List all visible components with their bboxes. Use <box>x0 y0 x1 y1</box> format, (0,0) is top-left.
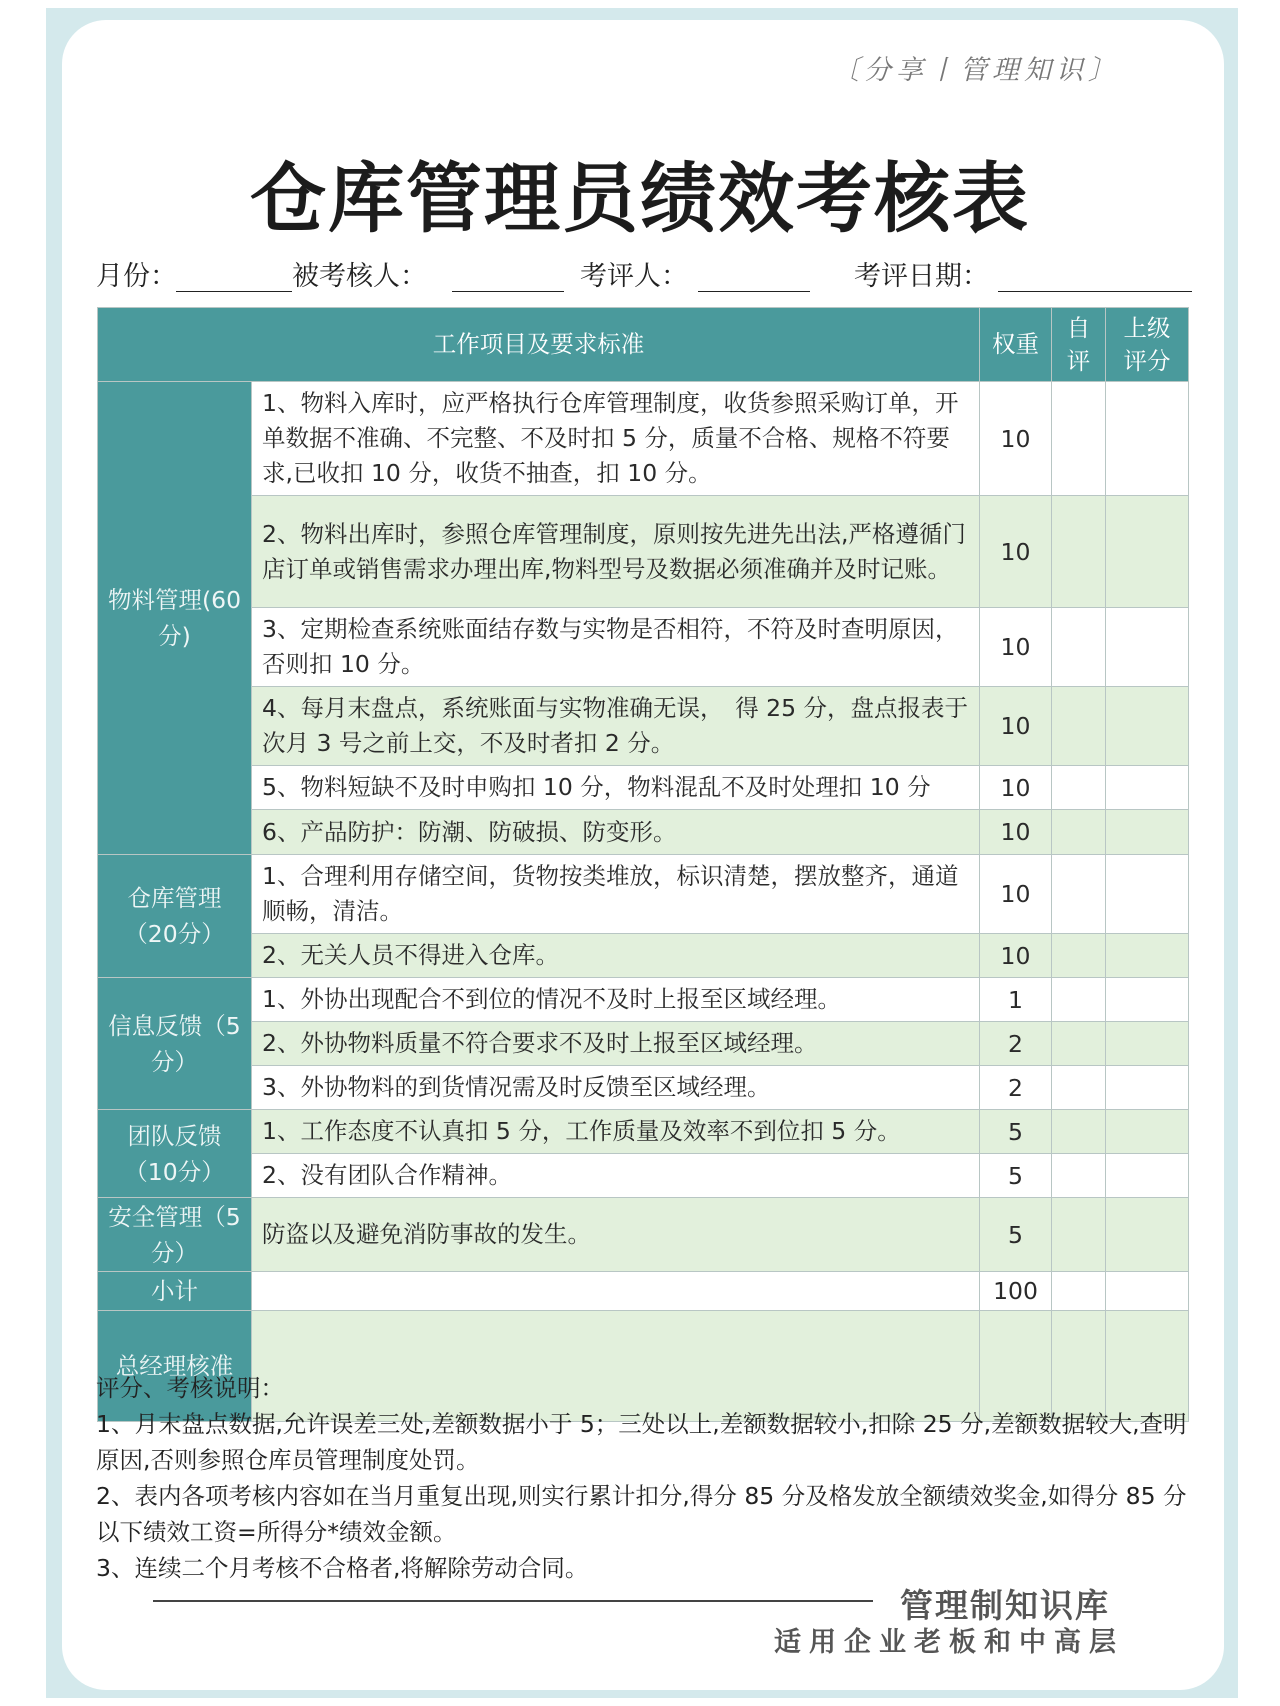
form-fields <box>96 254 1192 298</box>
self-score-cell[interactable] <box>1052 978 1106 1022</box>
table-row <box>98 496 1189 608</box>
table-row <box>98 810 1189 855</box>
item-text: 2、没有团队合作精神。 <box>252 1154 980 1198</box>
superior-score-cell[interactable] <box>1106 855 1189 934</box>
header-item: 工作项目及要求标准 <box>98 308 980 382</box>
notes-heading: 评分、考核说明： <box>96 1374 284 1402</box>
header-self: 自评 <box>1052 308 1106 382</box>
table-row <box>98 766 1189 810</box>
note-item: 3、连续二个月考核不合格者,将解除劳动合同。 <box>96 1554 589 1582</box>
subtotal-label: 小计 <box>98 1272 252 1311</box>
superior-score-cell[interactable] <box>1106 1022 1189 1066</box>
footer-brand: 管理制知识库 <box>900 1586 1110 1625</box>
superior-score-cell[interactable] <box>1106 766 1189 810</box>
self-score-cell[interactable] <box>1052 1198 1106 1272</box>
superior-score-cell[interactable] <box>1106 1110 1189 1154</box>
category-material: 物料管理(60分) <box>98 382 252 855</box>
superior-score-cell[interactable] <box>1106 608 1189 687</box>
superior-score-cell[interactable] <box>1106 978 1189 1022</box>
item-text: 1、物料入库时，应严格执行仓库管理制度，收货参照采购订单，开单数据不准确、不完整、不及时扣 5 分，质量不合格、规格不符要求,已收扣 10 分，收货不抽查，扣 10 分。 <box>252 382 980 496</box>
table-row <box>98 978 1189 1022</box>
self-score-cell[interactable] <box>1052 810 1106 855</box>
self-score-cell[interactable] <box>1052 1066 1106 1110</box>
weight-cell: 10 <box>980 766 1052 810</box>
weight-cell: 10 <box>980 934 1052 978</box>
category-tag: 〔分享丨管理知识〕 <box>832 55 1120 86</box>
item-text: 防盗以及避免消防事故的发生。 <box>252 1198 980 1272</box>
self-score-cell[interactable] <box>1052 934 1106 978</box>
table-row <box>98 382 1189 496</box>
month-line[interactable] <box>176 291 292 292</box>
item-text: 2、物料出库时，参照仓库管理制度，原则按先进先出法,严格遵循门店订单或销售需求办理出库,物料型号及数据必须准确并及时记账。 <box>252 496 980 608</box>
superior-score-cell[interactable] <box>1106 382 1189 496</box>
category-safety: 安全管理（5分） <box>98 1198 252 1272</box>
superior-score-cell[interactable] <box>1106 1154 1189 1198</box>
weight-cell: 10 <box>980 810 1052 855</box>
table-row <box>98 1066 1189 1110</box>
self-score-cell[interactable] <box>1052 382 1106 496</box>
month-label: 月份： <box>96 261 177 292</box>
note-item: 2、表内各项考核内容如在当月重复出现,则实行累计扣分,得分 85 分及格发放全额绩效奖金,如得分 85 分以下绩效工资=所得分*绩效金额。 <box>96 1482 1187 1546</box>
table-row <box>98 1198 1189 1272</box>
superior-score-cell[interactable] <box>1106 934 1189 978</box>
weight-cell: 5 <box>980 1110 1052 1154</box>
subtotal-empty <box>252 1272 980 1311</box>
item-text: 3、外协物料的到货情况需及时反馈至区域经理。 <box>252 1066 980 1110</box>
item-text: 2、外协物料质量不符合要求不及时上报至区域经理。 <box>252 1022 980 1066</box>
superior-score-cell[interactable] <box>1106 1066 1189 1110</box>
superior-score-cell[interactable] <box>1106 496 1189 608</box>
table-row <box>98 1154 1189 1198</box>
self-score-cell[interactable] <box>1052 608 1106 687</box>
self-score-cell[interactable] <box>1052 1154 1106 1198</box>
subtotal-row <box>98 1272 1189 1311</box>
weight-cell: 10 <box>980 382 1052 496</box>
superior-score-cell[interactable] <box>1106 810 1189 855</box>
item-text: 1、合理利用存储空间，货物按类堆放，标识清楚，摆放整齐，通道顺畅，清洁。 <box>252 855 980 934</box>
assessment-table <box>97 307 1189 1422</box>
weight-cell: 10 <box>980 687 1052 766</box>
self-score-cell[interactable] <box>1052 1110 1106 1154</box>
weight-cell: 10 <box>980 855 1052 934</box>
footer-slogan: 适用企业老板和中高层 <box>774 1627 1124 1658</box>
category-warehouse: 仓库管理（20分） <box>98 855 252 978</box>
superior-score-cell[interactable] <box>1106 687 1189 766</box>
weight-cell: 5 <box>980 1198 1052 1272</box>
weight-cell: 10 <box>980 496 1052 608</box>
item-text: 1、外协出现配合不到位的情况不及时上报至区域经理。 <box>252 978 980 1022</box>
weight-cell: 2 <box>980 1066 1052 1110</box>
item-text: 1、工作态度不认真扣 5 分，工作质量及效率不到位扣 5 分。 <box>252 1110 980 1154</box>
scoring-notes <box>96 1370 1196 1586</box>
table-row <box>98 855 1189 934</box>
subtotal-weight: 100 <box>980 1272 1052 1311</box>
header-weight: 权重 <box>980 308 1052 382</box>
assessee-label: 被考核人： <box>292 261 427 292</box>
table-row <box>98 934 1189 978</box>
table-header-row <box>98 308 1189 382</box>
item-text: 5、物料短缺不及时申购扣 10 分，物料混乱不及时处理扣 10 分 <box>252 766 980 810</box>
weight-cell: 5 <box>980 1154 1052 1198</box>
superior-score-cell[interactable] <box>1106 1198 1189 1272</box>
weight-cell: 10 <box>980 608 1052 687</box>
date-label: 考评日期： <box>854 261 989 292</box>
page-title: 仓库管理员绩效考核表 <box>250 154 1030 243</box>
table-row <box>98 1022 1189 1066</box>
date-line[interactable] <box>998 291 1192 292</box>
reviewer-label: 考评人： <box>580 261 688 292</box>
table-row <box>98 608 1189 687</box>
gm-approval-label: 总经理核准 <box>98 1311 252 1422</box>
item-text: 4、每月末盘点，系统账面与实物准确无误， 得 25 分，盘点报表于次月 3 号之前上交，不及时者扣 2 分。 <box>252 687 980 766</box>
item-text: 3、定期检查系统账面结存数与实物是否相符，不符及时查明原因，否则扣 10 分。 <box>252 608 980 687</box>
item-text: 6、产品防护：防潮、防破损、防变形。 <box>252 810 980 855</box>
table-row <box>98 1110 1189 1154</box>
self-score-cell[interactable] <box>1052 496 1106 608</box>
reviewer-line[interactable] <box>698 291 810 292</box>
table-row <box>98 687 1189 766</box>
weight-cell: 2 <box>980 1022 1052 1066</box>
self-score-cell[interactable] <box>1052 1272 1106 1311</box>
category-team: 团队反馈（10分） <box>98 1110 252 1198</box>
note-item: 1、月末盘点数据,允许误差三处,差额数据小于 5；三处以上,差额数据较小,扣除 25 分,差额数据较大,查明原因,否则参照仓库员管理制度处罚。 <box>96 1410 1187 1474</box>
assessee-line[interactable] <box>452 291 564 292</box>
footer-divider <box>153 1600 873 1602</box>
category-info: 信息反馈（5分） <box>98 978 252 1110</box>
self-score-cell[interactable] <box>1052 687 1106 766</box>
header-superior: 上级评分 <box>1106 308 1189 382</box>
self-score-cell[interactable] <box>1052 766 1106 810</box>
superior-score-cell[interactable] <box>1106 1272 1189 1311</box>
item-text: 2、无关人员不得进入仓库。 <box>252 934 980 978</box>
self-score-cell[interactable] <box>1052 1022 1106 1066</box>
self-score-cell[interactable] <box>1052 855 1106 934</box>
weight-cell: 1 <box>980 978 1052 1022</box>
